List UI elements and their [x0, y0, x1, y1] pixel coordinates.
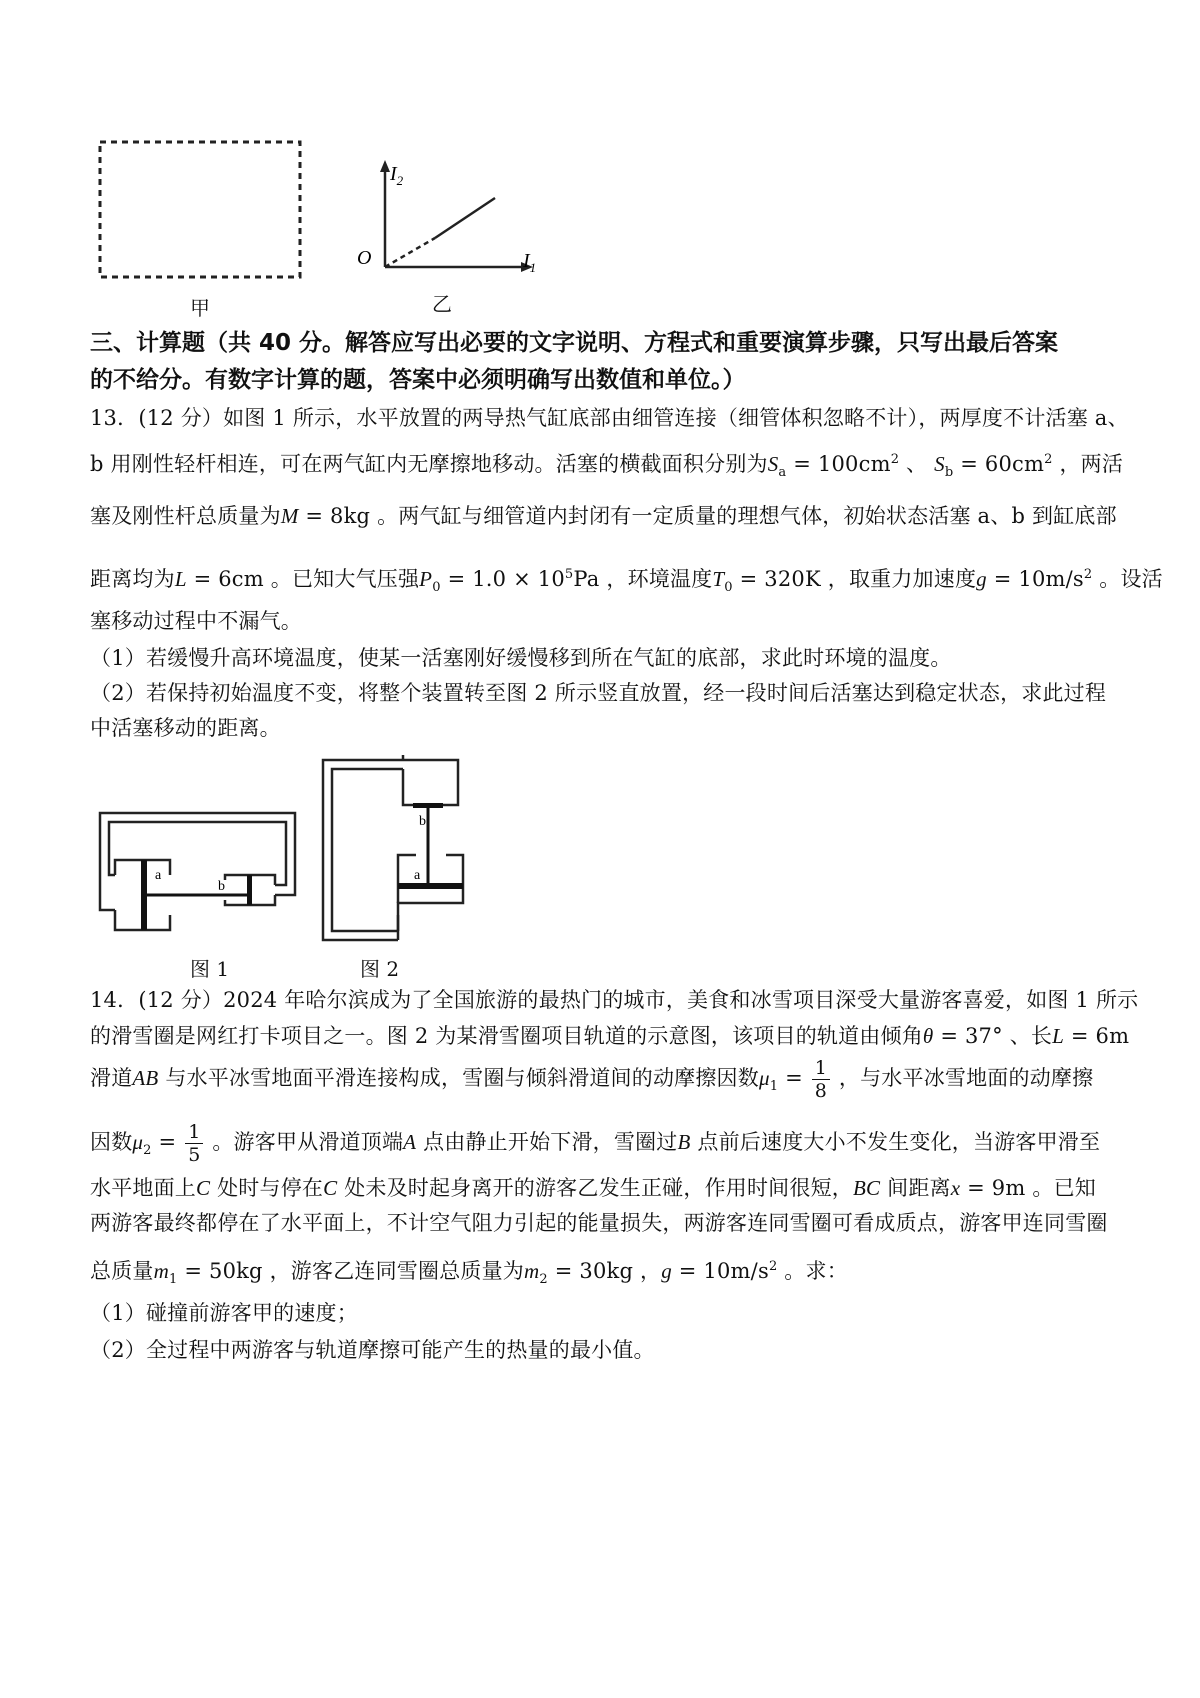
origin-label: O	[357, 247, 372, 269]
q13-figure1	[95, 805, 305, 940]
q13-sub2-line2: 中活塞移动的距离。	[90, 716, 281, 740]
figure-yi-graph	[355, 150, 555, 280]
q13-sub2-line1: （2）若保持初始温度不变，将整个装置转至图 2 所示竖直放置，经一段时间后活塞达到稳定状态，求此过程	[90, 681, 1107, 705]
figure-jia-caption: 甲	[190, 296, 210, 320]
mu1-fraction: $\frac{1}{8}$	[812, 1057, 830, 1102]
q13-figure2-caption: 图 2	[360, 957, 400, 981]
q13-figure2	[318, 755, 478, 945]
axis-y-label: $I_2$	[390, 163, 404, 188]
q13-figure1-caption: 图 1	[190, 957, 230, 981]
q14-line1: 14．(12 分）2024 年哈尔滨成为了全国旅游的最热门的城市，美食和冰雪项目深受大量游客喜爱，如图 1 所示	[90, 988, 1139, 1012]
q13-sub1: （1）若缓慢升高环境温度，使某一活塞刚好缓慢移到所在气缸的底部，求此时环境的温度。	[90, 646, 952, 670]
piston-b	[413, 803, 443, 808]
figure-yi-caption: 乙	[432, 292, 452, 316]
q14-sub2: （2）全过程中两游客与轨道摩擦可能产生的热量的最小值。	[90, 1338, 655, 1362]
graph-line	[435, 198, 495, 238]
q14-sub1: （1）碰撞前游客甲的速度；	[90, 1301, 358, 1325]
q14-line7: 总质量$m_1 = 50kg$ ，游客乙连同雪圈总质量为$m_2 = 30kg$ ，$g = 10m/s^2$ 。求：	[90, 1259, 848, 1288]
section-heading-line2: 的不给分。有数字计算的题，答案中必须明确写出数值和单位。）	[90, 367, 746, 393]
q14-line5: 水平地面上C 处时与停在C 处未及时起身离开的游客乙发生正碰，作用时间很短，BC 间距离x = 9m 。已知	[90, 1176, 1096, 1200]
graph-line-dashed	[385, 238, 435, 267]
label-b: b	[218, 879, 225, 894]
q14-line6: 两游客最终都停在了水平面上，不计空气阻力引起的能量损失，两游客连同雪圈可看成质点，游客甲连同雪圈	[90, 1211, 1108, 1235]
axis-x-label: $I_1$	[523, 250, 537, 275]
q13-line3: 塞及刚性杆总质量为M = 8kg 。两气缸与细管道内封闭有一定质量的理想气体，初始状态活塞 a、b 到缸底部	[90, 504, 1117, 528]
piston-b	[247, 875, 252, 905]
label-a: a	[155, 868, 162, 883]
section-heading-line1: 三、计算题（共 40 分。解答应写出必要的文字说明、方程式和重要演算步骤，只写出最后答案	[90, 330, 1059, 356]
label-b: b	[419, 814, 426, 829]
y-axis-arrow	[380, 160, 390, 172]
piston-a	[398, 883, 463, 889]
q13-line5: 塞移动过程中不漏气。	[90, 609, 302, 633]
q14-line3: 滑道AB 与水平冰雪地面平滑连接构成，雪圈与倾斜滑道间的动摩擦因数$\mu_1$ = $\frac{1}{8}$ ，与水平冰雪地面的动摩擦	[90, 1057, 1094, 1102]
figure-jia	[95, 135, 310, 285]
piston-a	[141, 860, 147, 930]
q13-line4: 距离均为L = 6cm 。已知大气压强$P_0 = 1.0 \times 10^5Pa$ ，环境温度$T_0 = 320K$ ，取重力加速度$g = 10m/s^2$ 。设活	[90, 567, 1163, 596]
q13-line1: 13．(12 分）如图 1 所示，水平放置的两导热气缸底部由细管连接（细管体积忽略不计），两厚度不计活塞 a、	[90, 406, 1129, 430]
label-a: a	[414, 868, 421, 883]
q13-line2: b 用刚性轻杆相连，可在两气缸内无摩擦地移动。活塞的横截面积分别为$S_a = 100cm^2$ 、 $S_b = 60cm^2$ ，两活	[90, 452, 1124, 481]
q14-line2: 的滑雪圈是网红打卡项目之一。图 2 为某滑雪圈项目轨道的示意图，该项目的轨道由倾角θ = 37° 、长L = 6m	[90, 1024, 1130, 1048]
mu2-fraction: $\frac{1}{5}$	[185, 1121, 203, 1166]
q14-line4: 因数$\mu_2$ = $\frac{1}{5}$ 。游客甲从滑道顶端A 点由静止开始下滑，雪圈过B 点前后速度大小不发生变化，当游客甲滑至	[90, 1121, 1101, 1166]
